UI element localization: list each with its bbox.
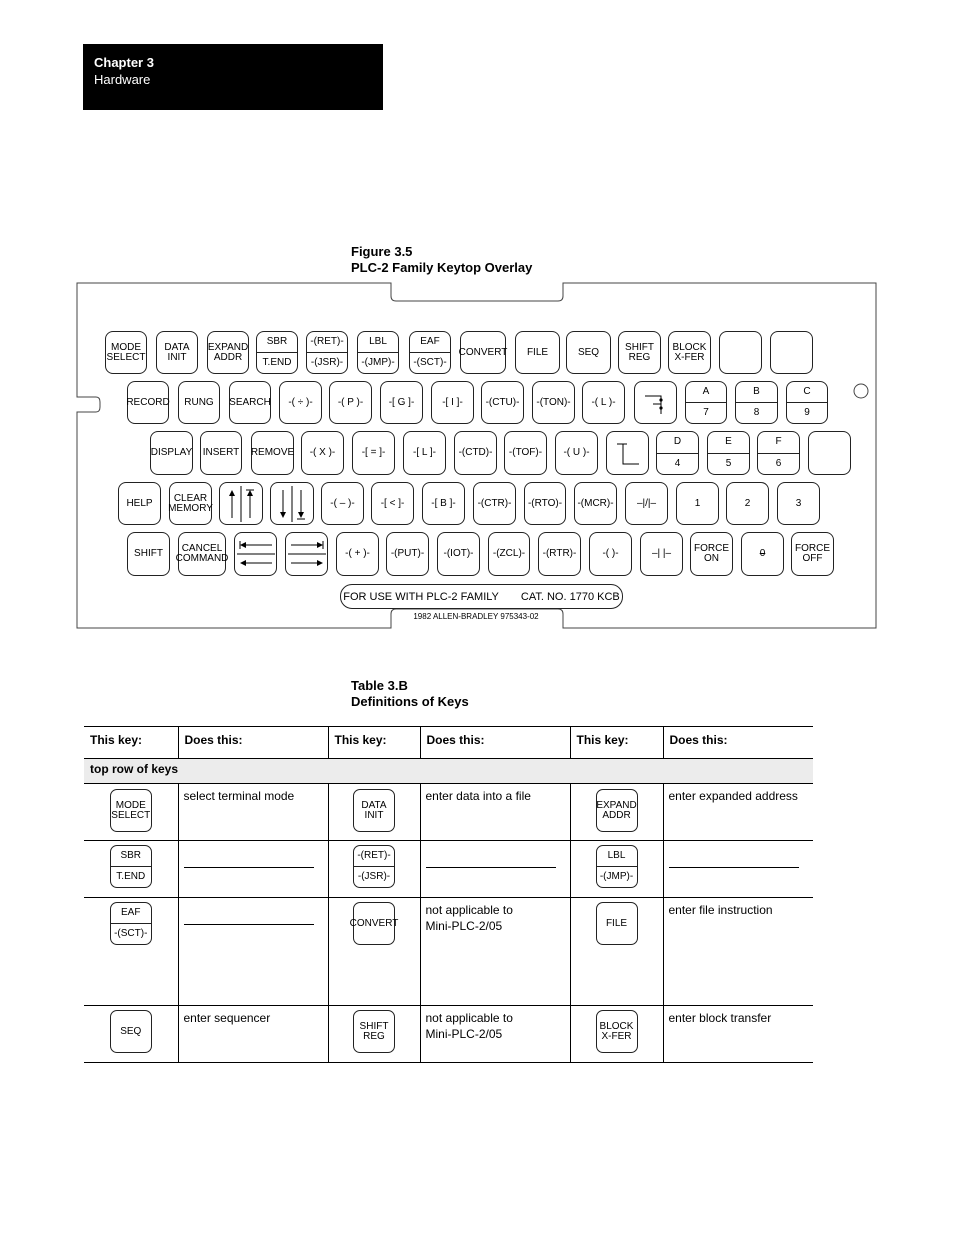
key-label: -( + )-	[345, 548, 370, 559]
l-in-key[interactable]	[403, 431, 446, 475]
figure-caption	[351, 244, 532, 276]
lbl-jmp-key[interactable]	[357, 331, 399, 374]
key-label-top: E	[708, 432, 749, 454]
cursor-right-key[interactable]	[285, 532, 328, 576]
rtr-key[interactable]	[538, 532, 581, 576]
shift-reg-key-image	[353, 1010, 395, 1053]
key-label: -[ I ]-	[442, 396, 463, 408]
key-label-top: EAF	[111, 903, 151, 924]
help-key[interactable]	[118, 482, 161, 525]
key-label: BLOCK	[599, 1020, 634, 1032]
plus-key[interactable]	[336, 532, 379, 576]
remove-key[interactable]	[251, 431, 294, 475]
key-label-bottom: T.END	[116, 871, 146, 882]
description-cell: enter block transfer	[663, 1006, 813, 1063]
sbr-tend-key-image	[110, 845, 152, 888]
nc-contact-key[interactable]	[625, 482, 668, 525]
key-label: -(PUT)-	[390, 548, 425, 559]
key-label: SHIFT	[359, 1020, 389, 1032]
cancel-command-key[interactable]	[175, 532, 229, 576]
key-label: REMOVE	[250, 447, 295, 458]
description-cell	[178, 898, 328, 1006]
branch-end-key[interactable]	[606, 431, 649, 475]
ret-jsr-key-image	[353, 845, 395, 888]
a7-key[interactable]	[685, 381, 727, 424]
figure-number: Figure 3.5	[351, 244, 413, 259]
cursor-up-key[interactable]	[219, 482, 263, 525]
key-label: DISPLAY	[150, 447, 193, 458]
digit-2-key[interactable]	[726, 482, 769, 525]
key-label-bottom: -(SCT)-	[114, 928, 148, 939]
digit-3-key[interactable]	[777, 482, 820, 525]
key-label: SEARCH	[229, 396, 271, 408]
i-key[interactable]	[431, 381, 474, 424]
less-than-key[interactable]	[371, 482, 414, 525]
key-label: –| |–	[651, 548, 672, 559]
key-label: INIT	[364, 809, 384, 821]
key-label: FILE	[605, 917, 628, 929]
block-xfer-key[interactable]	[668, 331, 711, 374]
key-label-top: LBL	[358, 332, 398, 353]
branch-start-icon	[641, 388, 671, 418]
block-xfer-key-image	[596, 1010, 638, 1053]
key-label: REG	[628, 351, 651, 363]
key-cell	[84, 898, 178, 1006]
key-label: MEMORY	[168, 502, 213, 514]
no-contact-key[interactable]	[640, 532, 683, 576]
key-label: SEQ	[120, 1025, 142, 1037]
key-label: CLEAR	[173, 492, 208, 504]
description-cell	[178, 841, 328, 898]
key-label: SELECT	[106, 351, 146, 363]
chapter-header	[83, 44, 383, 110]
table-number: Table 3.B	[351, 678, 408, 693]
shift-key[interactable]	[127, 532, 170, 576]
chapter-number: Chapter 3	[94, 55, 154, 70]
eaf-sct-key[interactable]	[409, 331, 451, 374]
column-header: Does this:	[663, 727, 813, 759]
key-label: -(CTU)-	[485, 396, 520, 408]
overlay-copyright: 1982 ALLEN-BRADLEY 975343-02	[413, 612, 539, 621]
key-label: -( X )-	[309, 447, 336, 458]
blank-description-line	[426, 867, 556, 868]
column-header: This key:	[328, 727, 420, 759]
description-cell	[420, 898, 570, 1006]
key-label: 2	[744, 497, 751, 509]
column-header: Does this:	[420, 727, 570, 759]
seq-key[interactable]	[566, 331, 611, 374]
table-row	[84, 784, 813, 841]
key-label: -( – )-	[330, 497, 355, 509]
key-label: RUNG	[184, 396, 214, 408]
key-label: EXPAND	[207, 341, 249, 353]
key-cell	[328, 784, 420, 841]
table-caption	[351, 678, 469, 710]
blank-key-3[interactable]	[808, 431, 851, 475]
key-label: CANCEL	[181, 543, 223, 554]
key-label-bottom: 4	[674, 457, 681, 469]
zcl-key[interactable]	[488, 532, 530, 576]
description-line: Mini-PLC-2/05	[425, 1027, 503, 1041]
key-label-bottom: 9	[804, 407, 810, 418]
table-row	[84, 898, 813, 1006]
key-label: -(TON)-	[536, 396, 571, 408]
description-cell	[420, 1006, 570, 1063]
key-label: RECORD	[126, 396, 170, 408]
ton-key[interactable]	[532, 381, 575, 424]
key-cell	[570, 1006, 663, 1063]
key-label: -(CTR)-	[477, 497, 512, 509]
ctd-key[interactable]	[454, 431, 497, 475]
description-cell: enter sequencer	[178, 1006, 328, 1063]
force-off-key[interactable]	[791, 532, 834, 576]
blank-key-1[interactable]	[719, 331, 762, 374]
overlay-catalog-number: CAT. NO. 1770 KCB	[520, 590, 620, 603]
key-label-top: C	[787, 382, 827, 403]
key-label: CONVERT	[349, 917, 399, 929]
expand-addr-key[interactable]	[207, 331, 249, 374]
record-key[interactable]	[127, 381, 169, 424]
eaf-sct-key-image	[110, 902, 152, 945]
digit-0-key[interactable]	[741, 532, 784, 576]
description-line: not applicable to	[425, 903, 513, 917]
key-label: CONVERT	[458, 346, 508, 358]
key-label: INSERT	[202, 447, 240, 458]
key-label: -[ < ]-	[380, 497, 405, 509]
lbl-jmp-key-image	[596, 845, 638, 888]
key-label-top: LBL	[597, 846, 637, 867]
key-cell	[328, 841, 420, 898]
table-row	[84, 1006, 813, 1063]
key-label: EXPAND	[596, 799, 637, 811]
key-label-top: B	[736, 382, 777, 403]
key-label-top: SBR	[111, 846, 151, 867]
key-label: ADDR	[602, 809, 631, 821]
key-label: –|/|–	[636, 497, 657, 509]
key-label-top: -(RET)-	[354, 846, 394, 867]
key-label-top: -(RET)-	[307, 332, 347, 353]
key-label: X-FER	[674, 351, 705, 363]
put-key[interactable]	[386, 532, 429, 576]
divide-key[interactable]	[279, 381, 322, 424]
b-in-key[interactable]	[422, 482, 465, 525]
key-cell	[84, 784, 178, 841]
key-cell	[328, 1006, 420, 1063]
convert-key[interactable]	[460, 331, 506, 374]
cursor-down-key[interactable]	[270, 482, 314, 525]
ctr-key[interactable]	[473, 482, 516, 525]
description-cell: enter expanded address	[663, 784, 813, 841]
mode-select-key-image	[110, 789, 152, 832]
key-label-bottom: 6	[775, 457, 782, 469]
figure-title: PLC-2 Family Keytop Overlay	[351, 260, 533, 275]
key-label: -(RTO)-	[527, 497, 563, 509]
iot-key[interactable]	[437, 532, 480, 576]
key-label: -(CTD)-	[458, 447, 493, 458]
key-label-top: F	[758, 432, 799, 454]
latch-key[interactable]	[582, 381, 625, 424]
key-label: -( U )-	[563, 447, 590, 458]
description-cell: select terminal mode	[178, 784, 328, 841]
key-label: SHIFT	[625, 341, 654, 353]
table-title: Definitions of Keys	[351, 694, 469, 709]
data-init-key[interactable]	[156, 331, 198, 374]
key-label-top: A	[686, 382, 726, 403]
key-label: SEQ	[577, 346, 600, 358]
key-label: -( P )-	[337, 396, 364, 408]
key-label: 3	[795, 497, 802, 509]
key-label: SELECT	[111, 809, 151, 821]
key-cell	[570, 841, 663, 898]
branch-start-key[interactable]	[634, 381, 677, 424]
rto-key[interactable]	[524, 482, 566, 525]
key-label: -(IOT)-	[443, 548, 474, 559]
key-cell	[84, 841, 178, 898]
key-cell	[570, 898, 663, 1006]
key-cell	[570, 784, 663, 841]
down-arrows-icon	[272, 484, 312, 524]
g-key[interactable]	[380, 381, 423, 424]
coil-key[interactable]	[589, 532, 632, 576]
description-cell	[420, 841, 570, 898]
key-label: BLOCK	[672, 341, 707, 353]
c9-key[interactable]	[786, 381, 828, 424]
blank-key-2[interactable]	[770, 331, 813, 374]
key-label: -( )-	[602, 548, 619, 559]
column-header: This key:	[84, 727, 178, 759]
search-key[interactable]	[229, 381, 271, 424]
insert-key[interactable]	[200, 431, 242, 475]
ret-jsr-key[interactable]	[306, 331, 348, 374]
blank-description-line	[184, 867, 314, 868]
key-label: FORCE	[795, 543, 830, 554]
key-label: SHIFT	[134, 548, 163, 559]
key-label: -(MCR)-	[577, 497, 614, 509]
expand-addr-key-image	[596, 789, 638, 832]
key-label: -(RTR)-	[542, 548, 577, 559]
mcr-key[interactable]	[574, 482, 617, 525]
data-init-key-image	[353, 789, 395, 832]
mounting-hole	[854, 384, 868, 398]
key-label: -[ = ]-	[361, 447, 386, 458]
rung-key[interactable]	[178, 381, 220, 424]
description-cell	[663, 841, 813, 898]
cursor-left-key[interactable]	[234, 532, 277, 576]
key-label: MODE	[111, 341, 141, 353]
overlay-family-text: FOR USE WITH PLC-2 FAMILY	[343, 590, 499, 603]
key-label: -[ L ]-	[413, 447, 436, 458]
group-label: top row of keys	[84, 759, 813, 784]
key-label-top: SBR	[257, 332, 297, 353]
table-header-row	[84, 727, 813, 759]
seq-key-image	[110, 1010, 152, 1053]
chapter-section: Hardware	[94, 72, 151, 87]
key-label: OFF	[802, 553, 823, 564]
key-cell	[328, 898, 420, 1006]
equal-key[interactable]	[352, 431, 395, 475]
key-label: -[ G ]-	[388, 396, 415, 408]
minus-key[interactable]	[321, 482, 364, 525]
force-on-key[interactable]	[690, 532, 733, 576]
key-label-top: EAF	[410, 332, 450, 353]
branch-end-icon	[613, 438, 643, 468]
key-label-bottom: -(JSR)-	[357, 871, 391, 882]
display-key[interactable]	[150, 431, 193, 475]
key-label: COMMAND	[175, 553, 229, 564]
table-row	[84, 841, 813, 898]
key-label: X-FER	[601, 1030, 632, 1042]
key-label-bottom: 7	[703, 407, 709, 418]
key-label: ADDR	[213, 351, 243, 363]
convert-key-image	[349, 902, 399, 945]
key-label: ON	[704, 553, 719, 564]
key-label: FILE	[526, 346, 549, 358]
sbr-tend-key[interactable]	[256, 331, 298, 374]
tof-key[interactable]	[504, 431, 547, 475]
key-label: REG	[363, 1030, 385, 1042]
key-label: -[ B ]-	[431, 497, 456, 509]
file-key-image	[596, 902, 638, 945]
key-label: 1	[694, 497, 701, 509]
file-key[interactable]	[515, 331, 560, 374]
key-label: INIT	[167, 351, 187, 363]
key-label-top: D	[657, 432, 698, 454]
right-arrows-icon	[287, 534, 327, 574]
digit-1-key[interactable]	[676, 482, 719, 525]
b8-key[interactable]	[735, 381, 778, 424]
description-line: not applicable to	[425, 1011, 513, 1025]
key-label-bottom: T.END	[262, 357, 292, 368]
key-label: -( ÷ )-	[288, 396, 313, 408]
key-label: -(ZCL)-	[492, 548, 526, 559]
key-definitions-table	[84, 726, 813, 1063]
x-key[interactable]	[301, 431, 344, 475]
key-label: MODE	[115, 799, 146, 811]
key-label: 0	[759, 548, 766, 559]
description-cell: enter data into a file	[420, 784, 570, 841]
column-header: This key:	[570, 727, 663, 759]
left-arrows-icon	[236, 534, 276, 574]
e5-key[interactable]	[707, 431, 750, 475]
key-label-bottom: -(JSR)-	[310, 357, 344, 368]
blank-description-line	[669, 867, 799, 868]
key-label-bottom: -(SCT)-	[413, 357, 447, 368]
key-label: HELP	[126, 497, 153, 509]
f6-key[interactable]	[757, 431, 800, 475]
key-label: DATA	[164, 341, 190, 353]
key-cell	[84, 1006, 178, 1063]
p-key[interactable]	[329, 381, 372, 424]
unlatch-key[interactable]	[555, 431, 598, 475]
d4-key[interactable]	[656, 431, 699, 475]
shift-reg-key[interactable]	[618, 331, 661, 374]
description-cell: enter file instruction	[663, 898, 813, 1006]
key-label: FORCE	[694, 543, 729, 554]
key-label: DATA	[361, 799, 387, 811]
clear-memory-key[interactable]	[169, 482, 212, 525]
overlay-catalog-label	[340, 584, 623, 609]
up-arrows-icon	[221, 484, 261, 524]
key-label-bottom: 8	[753, 407, 760, 418]
key-label-bottom: 5	[725, 457, 732, 469]
key-label-bottom: -(JMP)-	[361, 357, 395, 368]
column-header: Does this:	[178, 727, 328, 759]
key-label: -( L )-	[591, 396, 616, 408]
key-label: -(TOF)-	[508, 447, 543, 458]
blank-description-line	[184, 924, 314, 925]
ctu-key[interactable]	[481, 381, 524, 424]
mode-select-key[interactable]	[105, 331, 147, 374]
description-line: Mini-PLC-2/05	[425, 919, 503, 933]
key-label-bottom: -(JMP)-	[599, 871, 634, 882]
table-group-row	[84, 759, 813, 784]
